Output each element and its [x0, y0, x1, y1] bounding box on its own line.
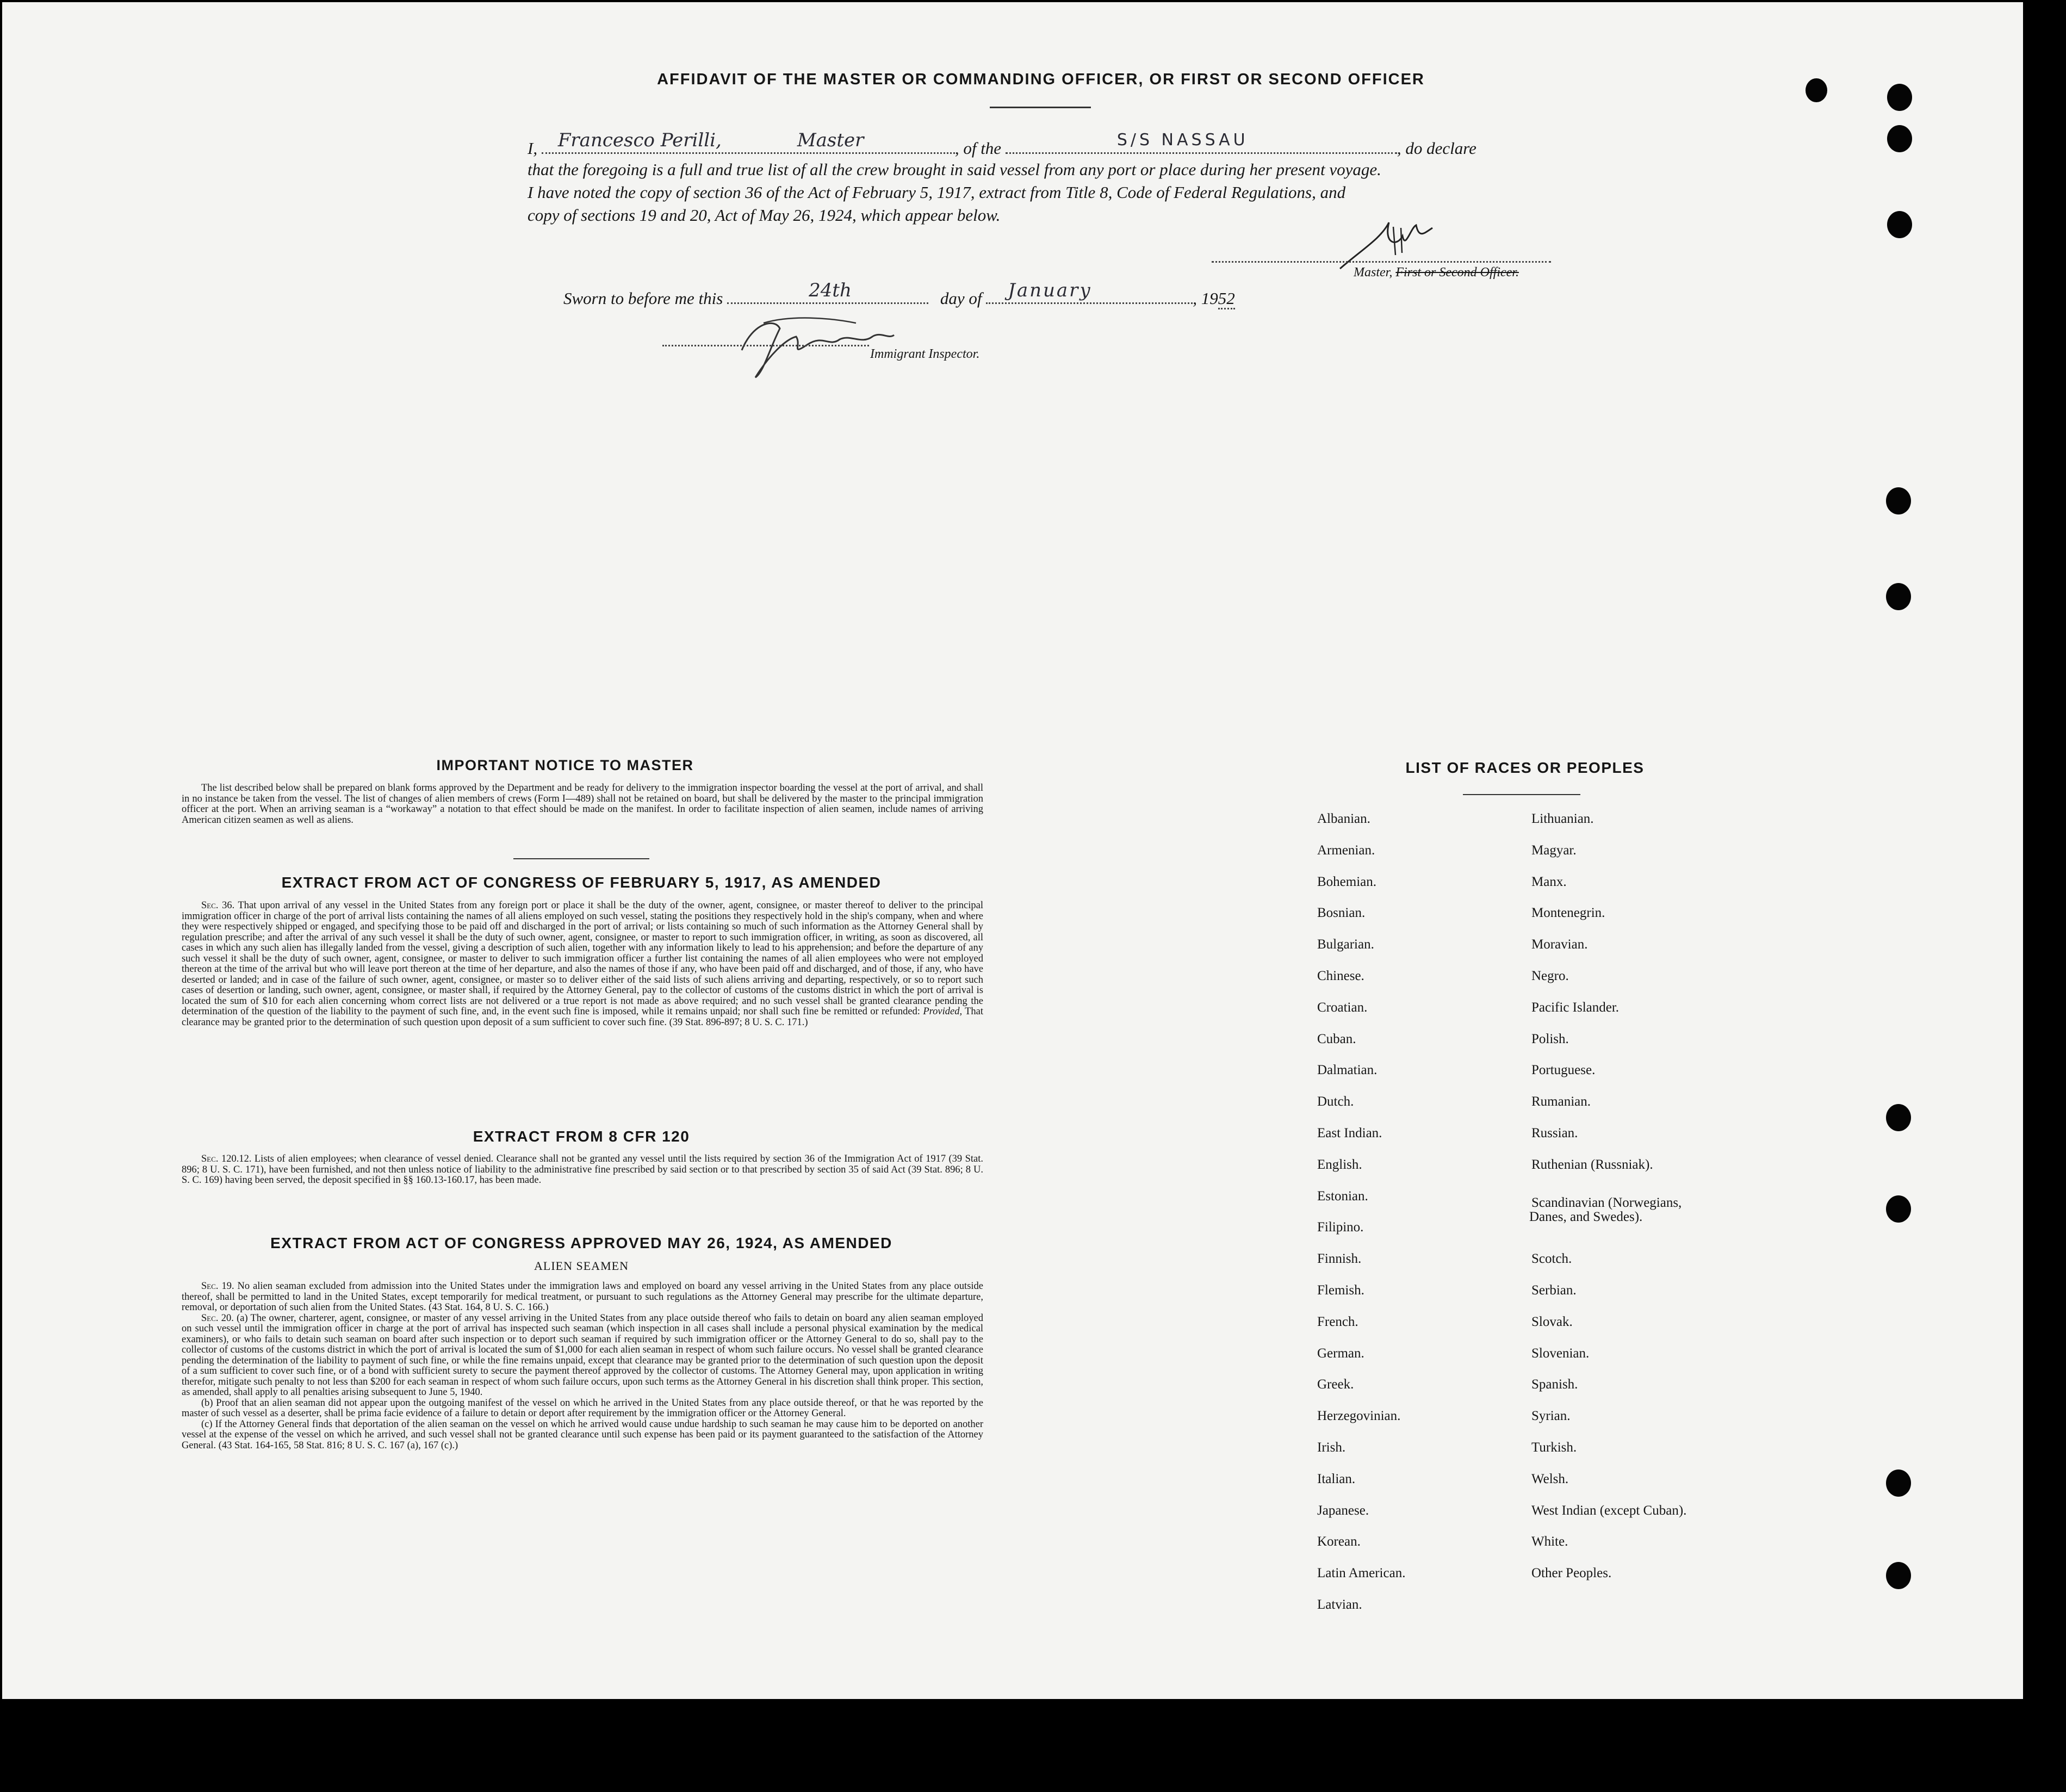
inspector-signature-line — [662, 345, 869, 346]
sworn-day-field — [727, 280, 928, 304]
race-item: Russian. — [1531, 1126, 1578, 1140]
sworn-line — [563, 280, 1591, 309]
race-item: East Indian. — [1317, 1126, 1382, 1140]
year-prefix: , 19 — [1193, 289, 1218, 308]
race-item: Turkish. — [1531, 1440, 1577, 1455]
affidavit-do-declare: , do declare — [1397, 139, 1476, 158]
race-item: Moravian. — [1531, 937, 1588, 952]
sworn-label: Sworn to before me this — [563, 289, 723, 308]
punch-hole — [1887, 125, 1912, 152]
race-item: Cuban. — [1317, 1031, 1356, 1046]
races-divider — [1463, 794, 1580, 795]
races-title: LIST OF RACES OR PEOPLES — [1405, 759, 1645, 776]
race-item: Filipino. — [1317, 1220, 1364, 1235]
race-item: Montenegrin. — [1531, 906, 1605, 921]
sworn-year: 52 — [1218, 289, 1235, 309]
race-item: Slovak. — [1531, 1314, 1573, 1329]
race-item: Estonian. — [1317, 1188, 1368, 1204]
race-item: Albanian. — [1317, 811, 1370, 826]
notice-title: IMPORTANT NOTICE TO MASTER — [436, 757, 694, 773]
vessel-name-field — [1006, 131, 1397, 154]
race-item: Scotch. — [1531, 1251, 1572, 1267]
race-item: Rumanian. — [1531, 1094, 1591, 1109]
race-item: Dalmatian. — [1317, 1063, 1378, 1078]
race-item: Polish. — [1531, 1031, 1569, 1046]
race-item: Bulgarian. — [1317, 937, 1374, 952]
punch-hole — [1886, 1562, 1911, 1589]
master-rank: Master — [797, 129, 864, 151]
race-item: Armenian. — [1317, 842, 1375, 858]
punch-hole — [1886, 487, 1911, 514]
punch-hole — [1886, 1469, 1911, 1497]
race-item: Japanese. — [1317, 1503, 1369, 1518]
race-item: Negro. — [1531, 969, 1569, 983]
race-item: Slovenian. — [1531, 1345, 1590, 1361]
extract-cfr-title: EXTRACT FROM 8 CFR 120 — [473, 1128, 690, 1145]
document-page — [2, 2, 2023, 1699]
race-item: Lithuanian. — [1531, 811, 1594, 826]
race-item: West Indian (except Cuban). — [1531, 1503, 1687, 1518]
race-item: German. — [1317, 1345, 1364, 1361]
race-item: Welsh. — [1531, 1471, 1569, 1486]
sworn-month: January — [1008, 280, 1092, 301]
affidavit-line-1 — [528, 129, 1555, 159]
extract-1924-title: EXTRACT FROM ACT OF CONGRESS APPROVED MAY 26, 1924, AS AMENDED — [270, 1235, 892, 1251]
race-item: Dutch. — [1317, 1094, 1354, 1109]
race-item: Latvian. — [1317, 1597, 1362, 1612]
extract-1924-text: Sec. 19. No alien seaman excluded from admission into the United States under the immigration laws and employed on board any vessel arriving in the United States from any place outside thereof, shall be permitted to land in the United States, except temporarily for medical treatment, or pursuant to such regulations as the Attorney General may prescribe for the ultimate departure, removal, or deportation of such alien from the United States. (43 Stat. 164, 8 U. S. C. 166.) Sec. 20. (a) The owner, charterer, agent, consignee, or master of any vessel arriving in the United States from any place outside thereof who fails to detain on board any alien seaman employed on such vessel until the immigration officer in charge at the port of arrival has inspected such seaman (which inspection in all cases shall include a personal physical examination by the medical examiners), or who fails to detain such seaman on board after such inspection or to deport such seaman if required by such immigration officer or the Attorney General to do so, shall pay to the collector of customs of the customs district in which the port of arrival is located the sum of $1,000 for each alien seaman in respect of whom such failure occurs. No vessel shall be granted clearance pending the determination of the liability to payment of such fine, or while the fine remains unpaid, except that clearance may be granted prior to the determination of such question upon the deposit of a sum sufficient to cover such fine, or of a bond with sufficient surety to secure the payment thereof approved by the collector of customs. The Attorney General may, upon application in writing therefor, mitigate such penalty to not less than $200 for each seaman in respect of whom such failure occurs, upon such terms as the Attorney General in his discretion shall think proper. This section, as amended, shall apply to all penalties arising subsequent to June 5, 1940. (b) Proof that an alien seaman did not appear upon the outgoing manifest of the vessel on which he arrived in the United States from any place outside thereof, or that he was reported by the master of such vessel as a deserter, shall be prima facie evidence of a failure to detain or deport after requirement by the immigration officer or the Attorney General. (c) If the Attorney General finds that deportation of the alien seaman on the vessel on which he arrived would cause undue hardship to such seaman he may cause him to be deported on another vessel at the expense of the vessel on which he arrived, and such vessel shall not be granted clearance until such expense has been paid or its payment guaranteed to the satisfaction of the Attorney General. (43 Stat. 164-165, 58 Stat. 816; 8 U. S. C. 167 (a), 167 (c).) — [182, 1281, 984, 1451]
race-item: Italian. — [1317, 1471, 1356, 1486]
race-item: Bohemian. — [1317, 874, 1377, 889]
notice-divider — [513, 858, 649, 859]
race-item: Pacific Islander. — [1531, 1000, 1620, 1015]
race-item: Latin American. — [1317, 1566, 1406, 1581]
race-item: Herzegovinian. — [1317, 1409, 1401, 1424]
race-item: Greek. — [1317, 1377, 1354, 1392]
race-item: Ruthenian (Russniak). — [1531, 1157, 1653, 1172]
race-item: Irish. — [1317, 1440, 1346, 1455]
punch-hole — [1886, 1195, 1911, 1223]
race-item: Korean. — [1317, 1534, 1361, 1549]
master-name-field — [542, 129, 955, 154]
extract-cfr-text: Sec. 120.12. Lists of alien employees; when clearance of vessel denied. Clearance shall not be granted any vessel until the lists required by section 36 of the Immigration Act of 1917 (39 Stat. 896; 8 U. S. C. 171), have been furnished, and not then unless notice of liability to the administrative fine prescribed by said section or to that prescribed by section 35 of said Act (39 Stat. 896; 8 U. S. C. 169) having been served, the deposit specified in §§ 160.13-160.17, has been made. — [182, 1154, 983, 1186]
race-item: Magyar. — [1531, 842, 1577, 858]
race-item: Syrian. — [1531, 1409, 1571, 1424]
race-item: Flemish. — [1317, 1283, 1364, 1298]
punch-hole — [1887, 84, 1912, 111]
vessel-name: S/S NASSAU — [1116, 131, 1249, 150]
day-of-label: day of — [940, 289, 982, 308]
affidavit-of-the: , of the — [954, 139, 1002, 158]
sworn-month-field — [986, 280, 1193, 304]
race-item: Other Peoples. — [1531, 1566, 1612, 1581]
punch-hole — [1806, 78, 1827, 102]
race-item: White. — [1531, 1534, 1568, 1549]
race-item: Chinese. — [1317, 969, 1364, 983]
race-item: French. — [1317, 1314, 1358, 1329]
race-item: Croatian. — [1317, 1000, 1368, 1015]
race-item: Spanish. — [1531, 1377, 1578, 1392]
notice-text: The list described below shall be prepared on blank forms approved by the Department and be ready for delivery to the immigration inspector boarding the vessel at the port of arrival, and shall in no instance be taken from the vessel. The list of changes of alien members of crews (Form I—489) shall not be retained on board, but shall be delivered by the master to the principal immigration officer at the port. When an arriving seaman is a “workaway” a notation to that effect should be made on the manifest. In order to facilitate inspection of alien seamen, include names of arriving American citizen seamen as well as aliens. — [182, 783, 983, 826]
punch-hole — [1886, 1104, 1911, 1131]
title-divider — [990, 107, 1091, 108]
alien-seamen-subtitle: ALIEN SEAMEN — [534, 1259, 629, 1273]
race-item: Finnish. — [1317, 1251, 1362, 1267]
extract-1917-title: EXTRACT FROM ACT OF CONGRESS OF FEBRUARY 5, 1917, AS AMENDED — [281, 874, 882, 891]
race-item: English. — [1317, 1157, 1362, 1172]
race-item: Manx. — [1531, 874, 1567, 889]
affidavit-title: AFFIDAVIT OF THE MASTER OR COMMANDING OFFICER, OR FIRST OR SECOND OFFICER — [657, 71, 1425, 88]
affidavit-line-2: that the foregoing is a full and true list of all the crew brought in said vessel from any port or place during her present voyage. — [528, 160, 1381, 179]
race-item: Portuguese. — [1531, 1063, 1596, 1078]
race-item: Danes, and Swedes). — [1529, 1209, 1643, 1224]
sworn-day: 24th — [809, 280, 852, 301]
race-item: Scandinavian (Norwegians, — [1531, 1195, 1682, 1210]
affidavit-line-4: copy of sections 19 and 20, Act of May 26, 1924, which appear below. — [528, 206, 1001, 225]
inspector-label: Immigrant Inspector. — [870, 347, 980, 361]
punch-hole — [1887, 211, 1912, 238]
master-signature-line — [1212, 261, 1551, 263]
extract-1917-text: Sec. 36. That upon arrival of any vessel in the United States from any foreign port or place it shall be the duty of the owner, agent, consignee, or master thereof to deliver to the principal immigration officer in charge of the port of arrival lists containing the names of all aliens employed on such vessel, stating the positions they respectively hold in the ship's company, when and where they were respectively shipped or engaged, and specifying those to be paid off and discharged in the port of arrival; or lists containing so much of such information as the Attorney General shall by regulation prescribe; and after the arrival of any such vessel it shall be the duty of such owner, agent, consignee, or master to report to such immigration officer, in writing, as soon as discovered, all cases in which any such alien has illegally landed from the vessel, giving a description of such alien, together with any information likely to lead to his apprehension; and before the departure of any such vessel it shall be the duty of such owner, agent, consignee, or master to deliver to such immigration officer a further list containing the names of all alien employees who were not employed thereon at the time of the arrival but who will leave port thereon at the time of her departure, and also the names of those if any, who have been paid off and discharged, and of those, if any, who have deserted or landed; and in case of the failure of such owner, agent, consignee, or master so to deliver either of the said lists of such aliens arriving and departing, respectively, or so to report such cases of desertion or landing, such owner, agent, consignee, or master shall, if required by the Attorney General, pay to the collector of customs of the customs district in which the port of arrival is located the sum of $10 for each alien concerning whom correct lists are not delivered or a true report is not made as above required; and no such vessel shall be granted clearance pending the determination of the question of the liability to the payment of such fine, and, in the event such fine is imposed, while it remains unpaid; nor shall such fine be remitted or refunded: Provided, That clearance may be granted prior to the determination of such question upon deposit of a sum sufficient to cover such fine. (39 Stat. 896-897; 8 U. S. C. 171.) — [182, 900, 984, 1028]
affidavit-i: I, — [528, 139, 538, 158]
master-label: Master, First or Second Officer. — [1354, 265, 1519, 280]
affidavit-line-3: I have noted the copy of section 36 of the Act of February 5, 1917, extract from Title 8, Code of Federal Regulations, and — [528, 183, 1346, 202]
punch-hole — [1886, 583, 1911, 610]
race-item: Serbian. — [1531, 1283, 1577, 1298]
master-name: Francesco Perilli, — [557, 129, 722, 151]
race-item: Bosnian. — [1317, 906, 1366, 921]
